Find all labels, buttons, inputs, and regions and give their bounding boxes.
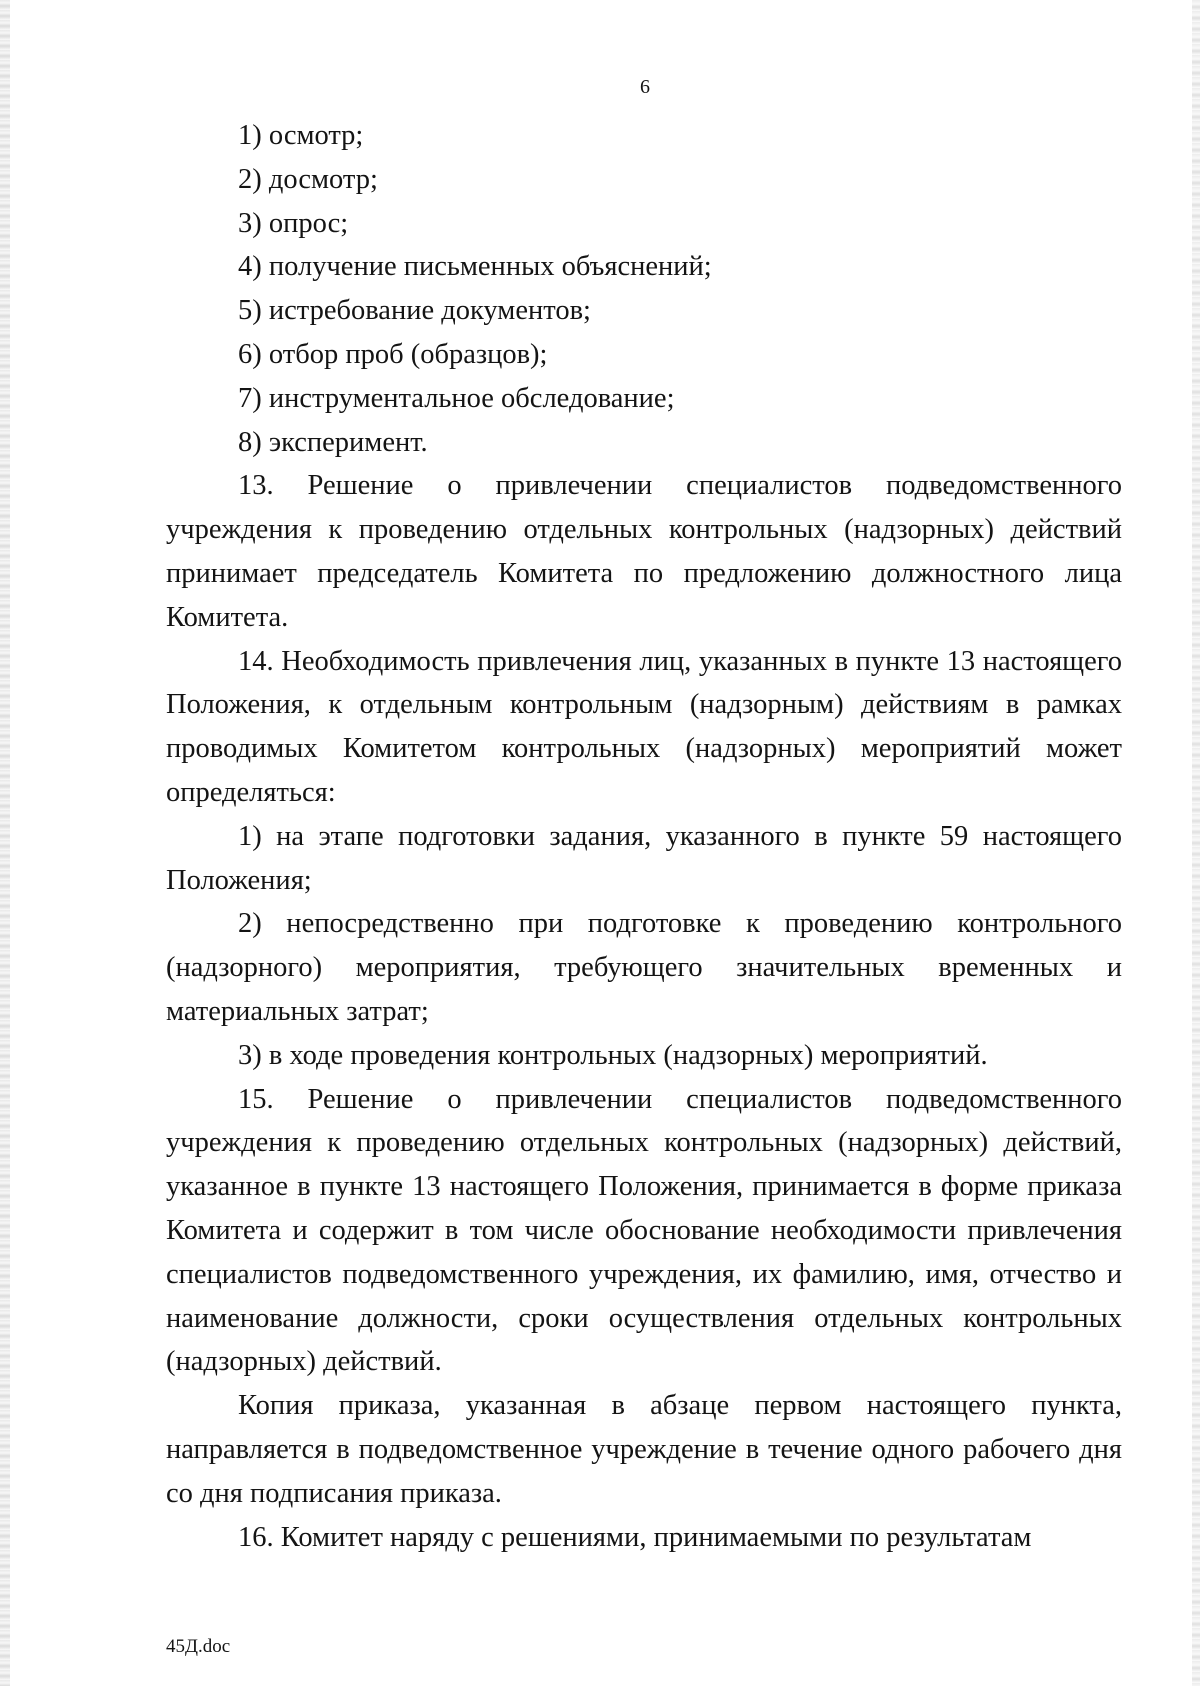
list-item: 5) истребование документов; [238,295,591,327]
list-item: 8) эксперимент. [238,426,428,458]
page-number: 6 [640,76,650,98]
list-item: 4) получение письменных объяснений; [238,251,712,283]
paragraph-15-copy: Копия приказа, указанная в абзаце первом настоящего пункта, направляется в подведомственное учреждение в течение одного рабочего дня со дня подписания приказа. [166,1390,1122,1509]
scan-edge-right [1192,0,1200,1686]
paragraph-14-item-1: 1) на этапе подготовки задания, указанного в пункте 59 настоящего Положения; [166,820,1122,896]
document-body [166,114,1122,1559]
paragraph-14-item-3: 3) в ходе проведения контрольных (надзорных) мероприятий. [238,1039,988,1071]
list-item: 7) инструментальное обследование; [238,382,675,414]
paragraph-13: 13. Решение о привлечении специалистов подведомственного учреждения к проведению отдельных контрольных (надзорных) действий принимает председатель Комитета по предложению должностного лица Комитета. [166,470,1122,633]
scan-edge-left [0,0,10,1686]
list-item: 6) отбор проб (образцов); [238,338,548,370]
paragraph-15: 15. Решение о привлечении специалистов подведомственного учреждения к проведению отдельных контрольных (надзорных) действий, указанное в пункте 13 настоящего Положения, принимается в форме приказа Комитета и содержит в том числе обоснование необходимости привлечения специалистов подведомственного учреждения, их фамилию, имя, отчество и наименование должности, сроки осуществления отдельных контрольных (надзорных) действий. [166,1083,1122,1378]
list-item: 2) досмотр; [238,163,378,195]
list-item: 3) опрос; [238,207,349,239]
list-item: 1) осмотр; [238,120,364,151]
paragraph-16: 16. Комитет наряду с решениями, принимаемыми по результатам [238,1521,1032,1553]
footer-filename: 45Д.doc [166,1636,231,1657]
paragraph-14-item-2: 2) непосредственно при подготовке к проведению контрольного (надзорного) мероприятия, требующего значительных временных и материальных затрат; [166,908,1122,1027]
paragraph-14: 14. Необходимость привлечения лиц, указанных в пункте 13 настоящего Положения, к отдельным контрольным (надзорным) действиям в рамках проводимых Комитетом контрольных (надзорных) мероприятий может определяться: [166,645,1122,808]
